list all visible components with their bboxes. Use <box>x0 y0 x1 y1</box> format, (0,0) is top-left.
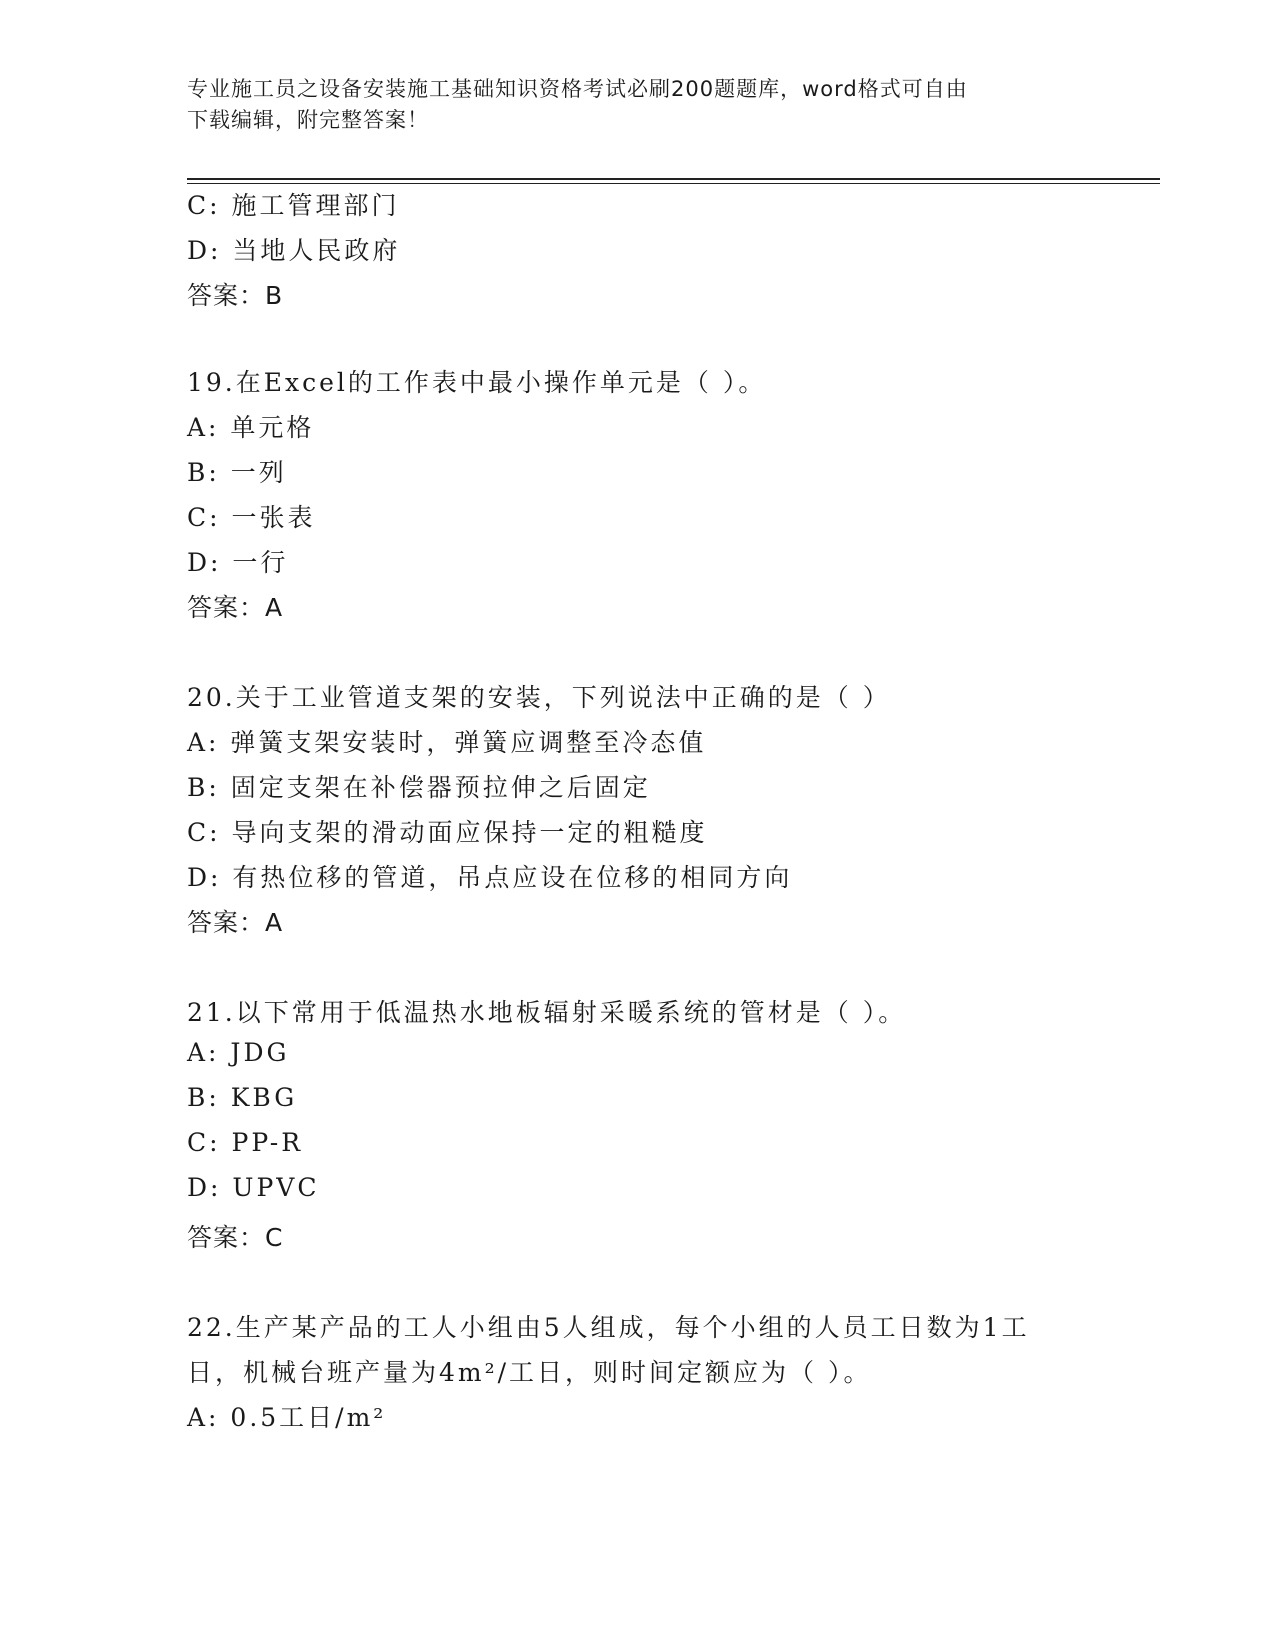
q22-question-line-2: 日，机械台班产量为4m²/工日，则时间定额应为（ ）。 <box>187 1358 872 1387</box>
q19-question: 19.在Excel的工作表中最小操作单元是（ ）。 <box>187 368 767 397</box>
q18-option-d: D: 当地人民政府 <box>187 236 401 265</box>
q20-question: 20.关于工业管道支架的安装，下列说法中正确的是（ ） <box>187 683 891 712</box>
q21-option-a: A: JDG <box>187 1038 290 1067</box>
q20-option-a: A: 弹簧支架安装时，弹簧应调整至冷态值 <box>187 728 707 757</box>
header-line-1: 专业施工员之设备安装施工基础知识资格考试必刷200题题库，word格式可自由 <box>187 77 968 101</box>
document-header <box>187 74 1067 136</box>
q20-option-d: D: 有热位移的管道，吊点应设在位移的相同方向 <box>187 863 793 892</box>
q19-option-b: B: 一列 <box>187 458 287 487</box>
q21-question: 21.以下常用于低温热水地板辐射采暖系统的管材是（ ）。 <box>187 998 907 1027</box>
q20-answer: 答案：A <box>187 908 284 937</box>
header-line-2: 下载编辑，附完整答案！ <box>187 108 429 132</box>
q22-option-a: A: 0.5工日/m² <box>187 1403 387 1432</box>
q18-option-c: C: 施工管理部门 <box>187 191 400 220</box>
q21-option-b: B: KBG <box>187 1083 298 1112</box>
q20-option-b: B: 固定支架在补偿器预拉伸之后固定 <box>187 773 651 802</box>
q21-option-c: C: PP-R <box>187 1128 304 1157</box>
q19-option-a: A: 单元格 <box>187 413 315 442</box>
q19-option-d: D: 一行 <box>187 548 289 577</box>
q21-option-d: D: UPVC <box>187 1173 320 1202</box>
header-divider <box>187 178 1160 184</box>
q19-answer: 答案：A <box>187 593 284 622</box>
q22-question-line-1: 22.生产某产品的工人小组由5人组成，每个小组的人员工日数为1工 <box>187 1313 1030 1342</box>
q20-option-c: C: 导向支架的滑动面应保持一定的粗糙度 <box>187 818 708 847</box>
q21-answer: 答案：C <box>187 1223 284 1252</box>
q19-option-c: C: 一张表 <box>187 503 316 532</box>
q18-answer: 答案：B <box>187 281 284 310</box>
